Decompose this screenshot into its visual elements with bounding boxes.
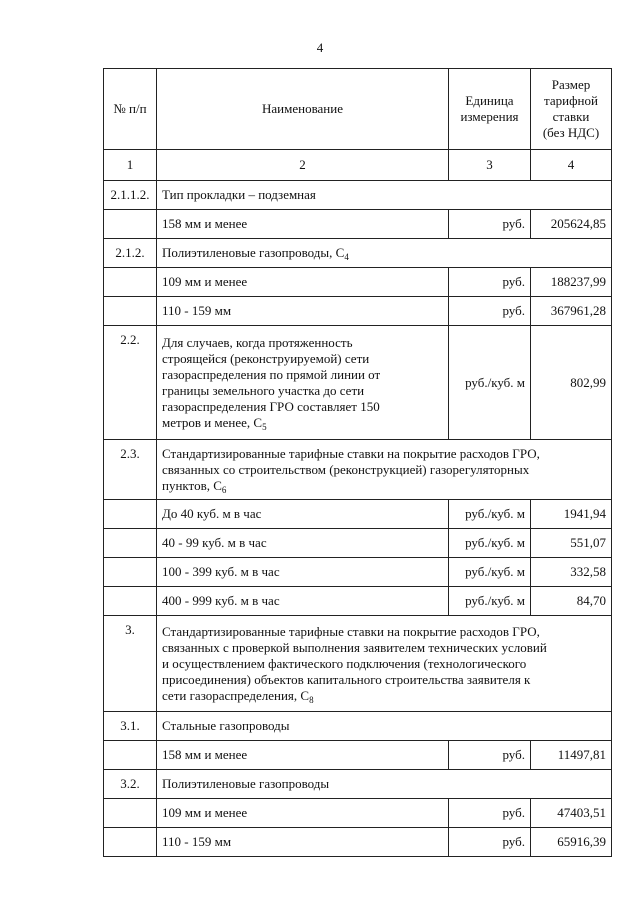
row-num: 3. (104, 616, 157, 712)
row-value: 11497,81 (531, 741, 612, 770)
page-number: 4 (316, 40, 324, 55)
row-value: 188237,99 (531, 268, 612, 297)
table-row (104, 268, 612, 297)
row-num (104, 297, 157, 326)
section-title (157, 239, 612, 268)
row-num: 2.1.1.2. (104, 181, 157, 210)
header-rate: Размер тарифной ставки (без НДС) (531, 69, 612, 150)
row-unit: руб. (449, 741, 531, 770)
section-title-text: Стандартизированные тарифные ставки на покрытие расходов ГРО, связанных с проверкой выполнения заявителем технических условий и осуществлением фактического подключения (технологического присоединения) объектов капитального строительства заявителя к сети газораспределения, С (162, 623, 547, 703)
table-row (104, 500, 612, 529)
row-value: 205624,85 (531, 210, 612, 239)
section-title-text: Полиэтиленовые газопроводы, С (162, 245, 345, 260)
subscript: 6 (221, 484, 227, 495)
row-unit: руб./куб. м (449, 529, 531, 558)
row-num: 3.1. (104, 712, 157, 741)
row-name: 158 мм и менее (157, 210, 449, 239)
row-num (104, 210, 157, 239)
row-name: 110 - 159 мм (157, 297, 449, 326)
table-row (104, 326, 612, 440)
row-num (104, 558, 157, 587)
tariff-table (103, 68, 612, 857)
subscript: 8 (309, 694, 314, 705)
section-title-text: Стальные газопроводы (162, 718, 290, 733)
row-unit: руб./куб. м (449, 500, 531, 529)
section-title-text: Тип прокладки – подземная (162, 187, 316, 202)
row-name: 100 - 399 куб. м в час (157, 558, 449, 587)
section-row (104, 181, 612, 210)
row-unit: руб./куб. м (449, 558, 531, 587)
row-num (104, 799, 157, 828)
row-value: 367961,28 (531, 297, 612, 326)
row-name: 109 мм и менее (157, 268, 449, 297)
section-title (157, 712, 612, 741)
section-row (104, 770, 612, 799)
row-value: 332,58 (531, 558, 612, 587)
row-value: 551,07 (531, 529, 612, 558)
row-num: 2.2. (104, 326, 157, 440)
table-row (104, 210, 612, 239)
row-num (104, 587, 157, 616)
section-row (104, 616, 612, 712)
row-unit: руб. (449, 828, 531, 857)
row-value: 65916,39 (531, 828, 612, 857)
row-unit: руб./куб. м (449, 587, 531, 616)
row-num: 2.3. (104, 440, 157, 500)
row-name: 40 - 99 куб. м в час (157, 529, 449, 558)
row-num (104, 529, 157, 558)
column-number: 2 (157, 150, 449, 181)
row-name (157, 326, 449, 440)
table-header-row (104, 69, 612, 150)
subscript: 4 (344, 252, 349, 262)
row-num (104, 500, 157, 529)
column-number: 3 (449, 150, 531, 181)
row-unit: руб. (449, 268, 531, 297)
row-num: 3.2. (104, 770, 157, 799)
table-row (104, 587, 612, 616)
row-unit: руб. (449, 799, 531, 828)
table-row (104, 799, 612, 828)
section-title-text: Стандартизированные тарифные ставки на покрытие расходов ГРО, связанных со строительством (реконструкцией) газорегуляторных пунктов, С (162, 445, 540, 493)
section-title (157, 770, 612, 799)
header-num: № п/п (104, 69, 157, 150)
section-title-text: Полиэтиленовые газопроводы (162, 776, 330, 791)
row-num (104, 268, 157, 297)
column-number: 4 (531, 150, 612, 181)
row-num (104, 828, 157, 857)
section-row (104, 712, 612, 741)
section-title (157, 181, 612, 210)
table-row (104, 828, 612, 857)
section-row (104, 440, 612, 500)
row-value: 84,70 (531, 587, 612, 616)
row-num (104, 741, 157, 770)
row-name: 158 мм и менее (157, 741, 449, 770)
column-number: 1 (104, 150, 157, 181)
column-number-row (104, 150, 612, 181)
row-name: 400 - 999 куб. м в час (157, 587, 449, 616)
table-row (104, 529, 612, 558)
table-row (104, 297, 612, 326)
subscript: 5 (262, 421, 267, 432)
row-name: 109 мм и менее (157, 799, 449, 828)
row-unit: руб. (449, 210, 531, 239)
section-title (157, 440, 612, 500)
row-value: 802,99 (531, 326, 612, 440)
table-row (104, 558, 612, 587)
row-unit: руб. (449, 297, 531, 326)
section-row (104, 239, 612, 268)
header-unit: Единица измерения (449, 69, 531, 150)
row-name: 110 - 159 мм (157, 828, 449, 857)
section-title (157, 616, 612, 712)
table-row (104, 741, 612, 770)
row-value: 47403,51 (531, 799, 612, 828)
header-name: Наименование (157, 69, 449, 150)
row-unit: руб./куб. м (449, 326, 531, 440)
row-num: 2.1.2. (104, 239, 157, 268)
row-name: До 40 куб. м в час (157, 500, 449, 529)
row-name-text: Для случаев, когда протяженность строящейся (реконструируемой) сети газораспределения по прямой линии от границы земельного участка до сети газораспределения ГРО составляет 150 метров и менее, С (162, 334, 381, 430)
row-value: 1941,94 (531, 500, 612, 529)
